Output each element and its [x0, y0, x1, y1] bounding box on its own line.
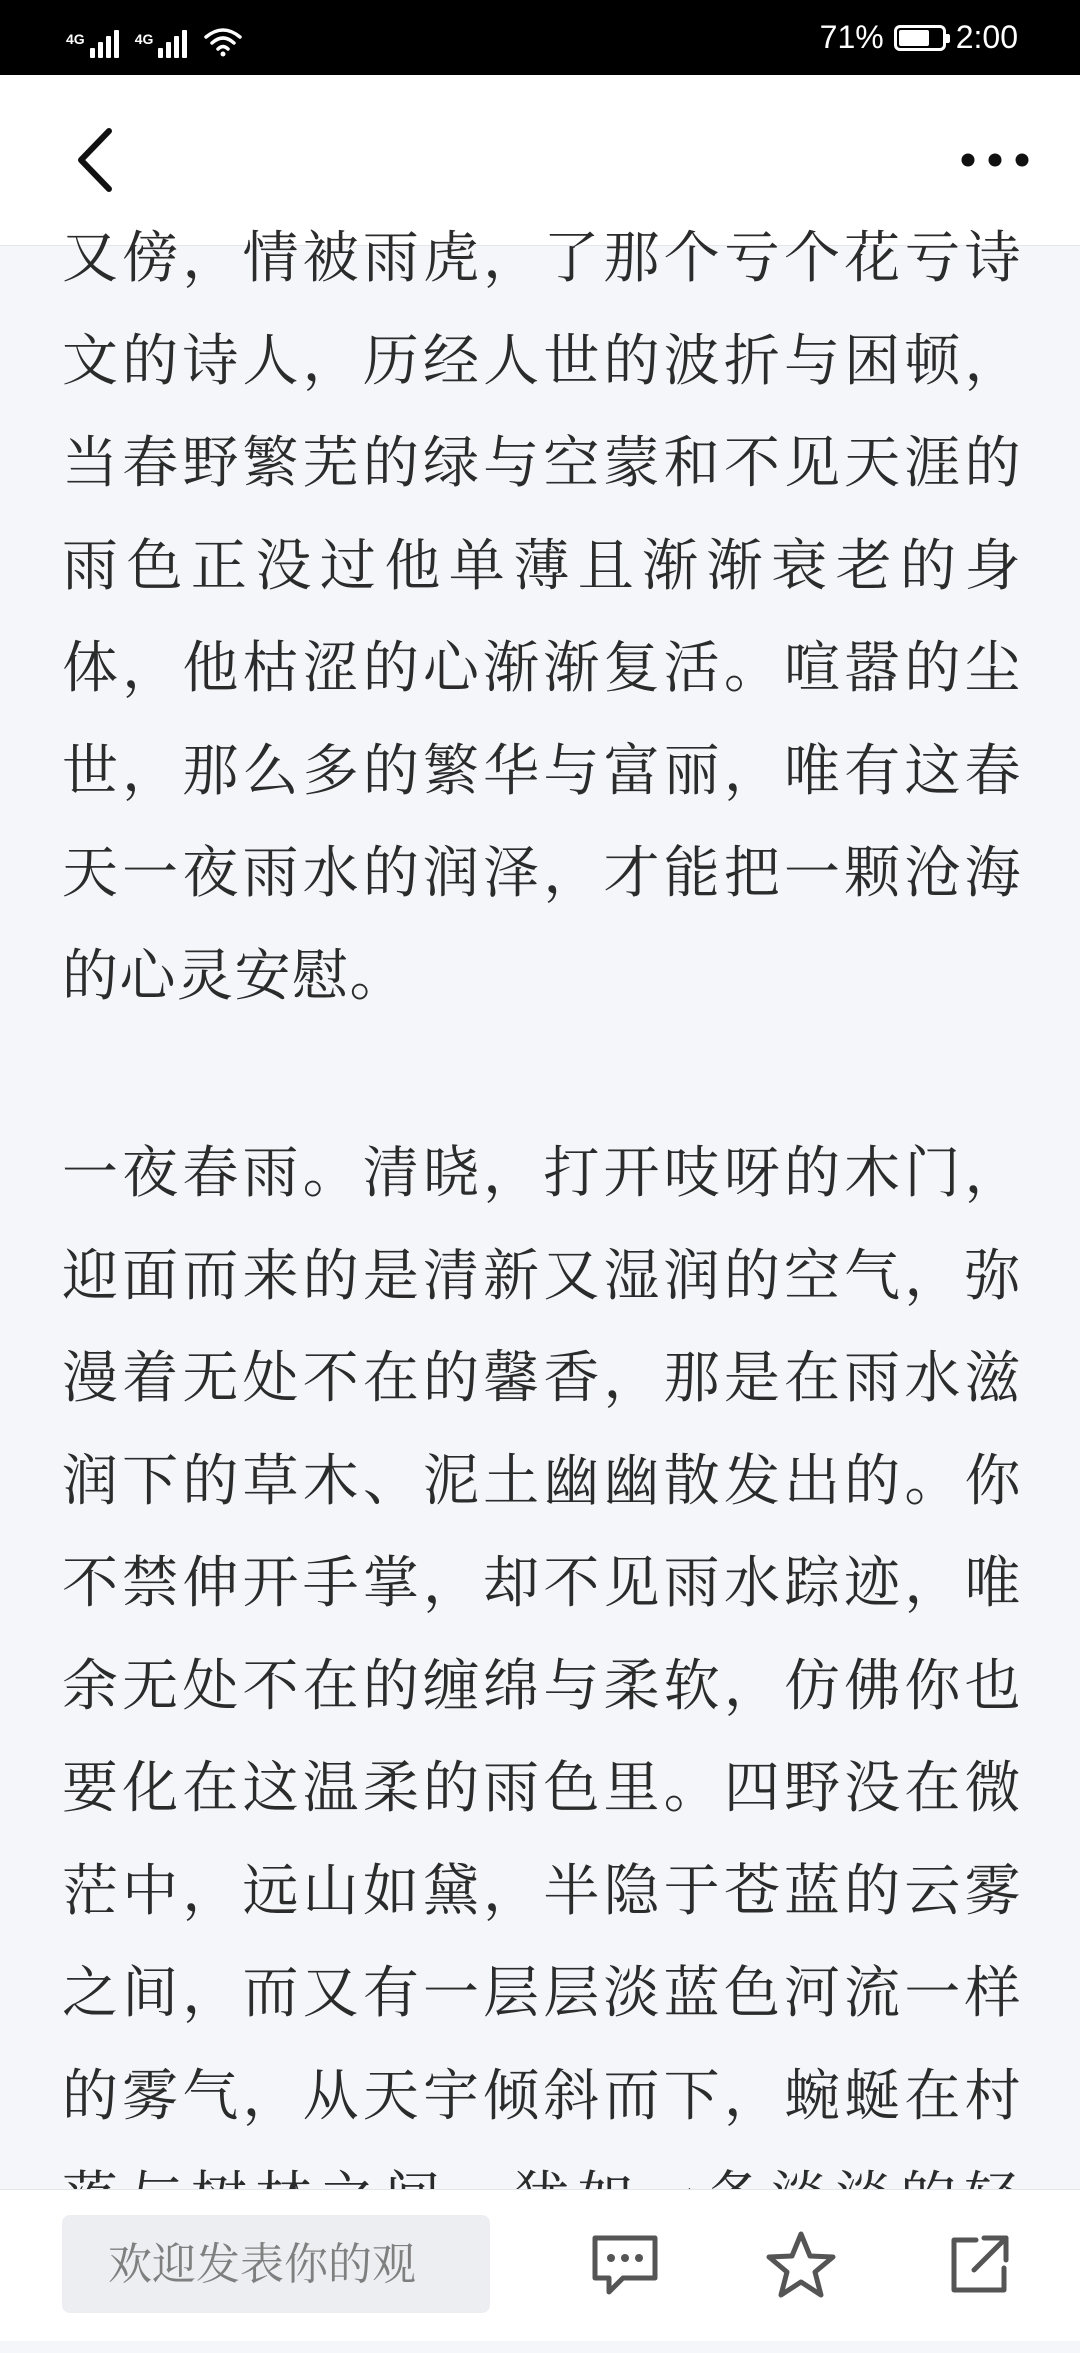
battery-fill: [899, 30, 929, 46]
article-body: [62, 226, 1022, 2189]
article-content: [62, 208, 1022, 2353]
more-horizontal-icon: [960, 152, 1030, 168]
share-button[interactable]: [934, 2220, 1024, 2310]
cellular-signal-2: [135, 30, 188, 58]
wifi-icon: [203, 26, 243, 58]
clock: 2:00: [955, 19, 1018, 55]
article-paragraph: 一夜春雨。清晓，打开吱呀的木门，迎面而来的是清新又湿润的空气，弥漫着无处不在的馨香，那是在雨水滋润下的草木、泥土幽幽散发出的。你不禁伸开手掌，却不见雨水踪迹，唯余无处不在的缠绵与柔软，仿佛你也要化在这温柔的雨色里。四野没在微茫中，远山如黛，半隐于苍蓝的云雾之间，而又有一层层淡蓝色河流一样的雾气，从天宇倾斜而下，蜿蜒在村: [62, 1141, 1022, 2129]
star-icon: [765, 2230, 837, 2300]
network-type-label: 4G: [134, 31, 154, 47]
battery-icon: [894, 25, 946, 51]
network-type-label: 4G: [66, 31, 85, 47]
comment-icon: [589, 2232, 661, 2298]
share-icon: [946, 2232, 1012, 2298]
signal-indicators: [66, 18, 243, 58]
comment-button[interactable]: [580, 2220, 670, 2310]
article-paragraph: 又傍，情被雨虎，了那个亏个花亏诗文的诗人，历经人世的波折与困顿，当春野繁芜的绿与空蒙和不见天涯的雨色正没过他单薄且渐渐衰老的身体，他枯涩的心渐渐复活。喧嚣的尘世，那么多的繁华与富丽，唯有这春天一夜雨水的润泽，才能把一颗沧海的心灵安慰。: [62, 226, 1022, 1009]
status-bar: [0, 0, 1080, 75]
chevron-left-icon: [75, 127, 115, 193]
comment-input[interactable]: [62, 2215, 490, 2313]
favorite-button[interactable]: [756, 2220, 846, 2310]
battery-percent: 71%: [819, 19, 884, 55]
bottom-action-bar: [0, 2189, 1080, 2341]
cellular-signal-1: [66, 30, 119, 58]
status-right: [820, 0, 1018, 75]
back-button[interactable]: [55, 120, 135, 200]
more-button[interactable]: [950, 120, 1040, 200]
